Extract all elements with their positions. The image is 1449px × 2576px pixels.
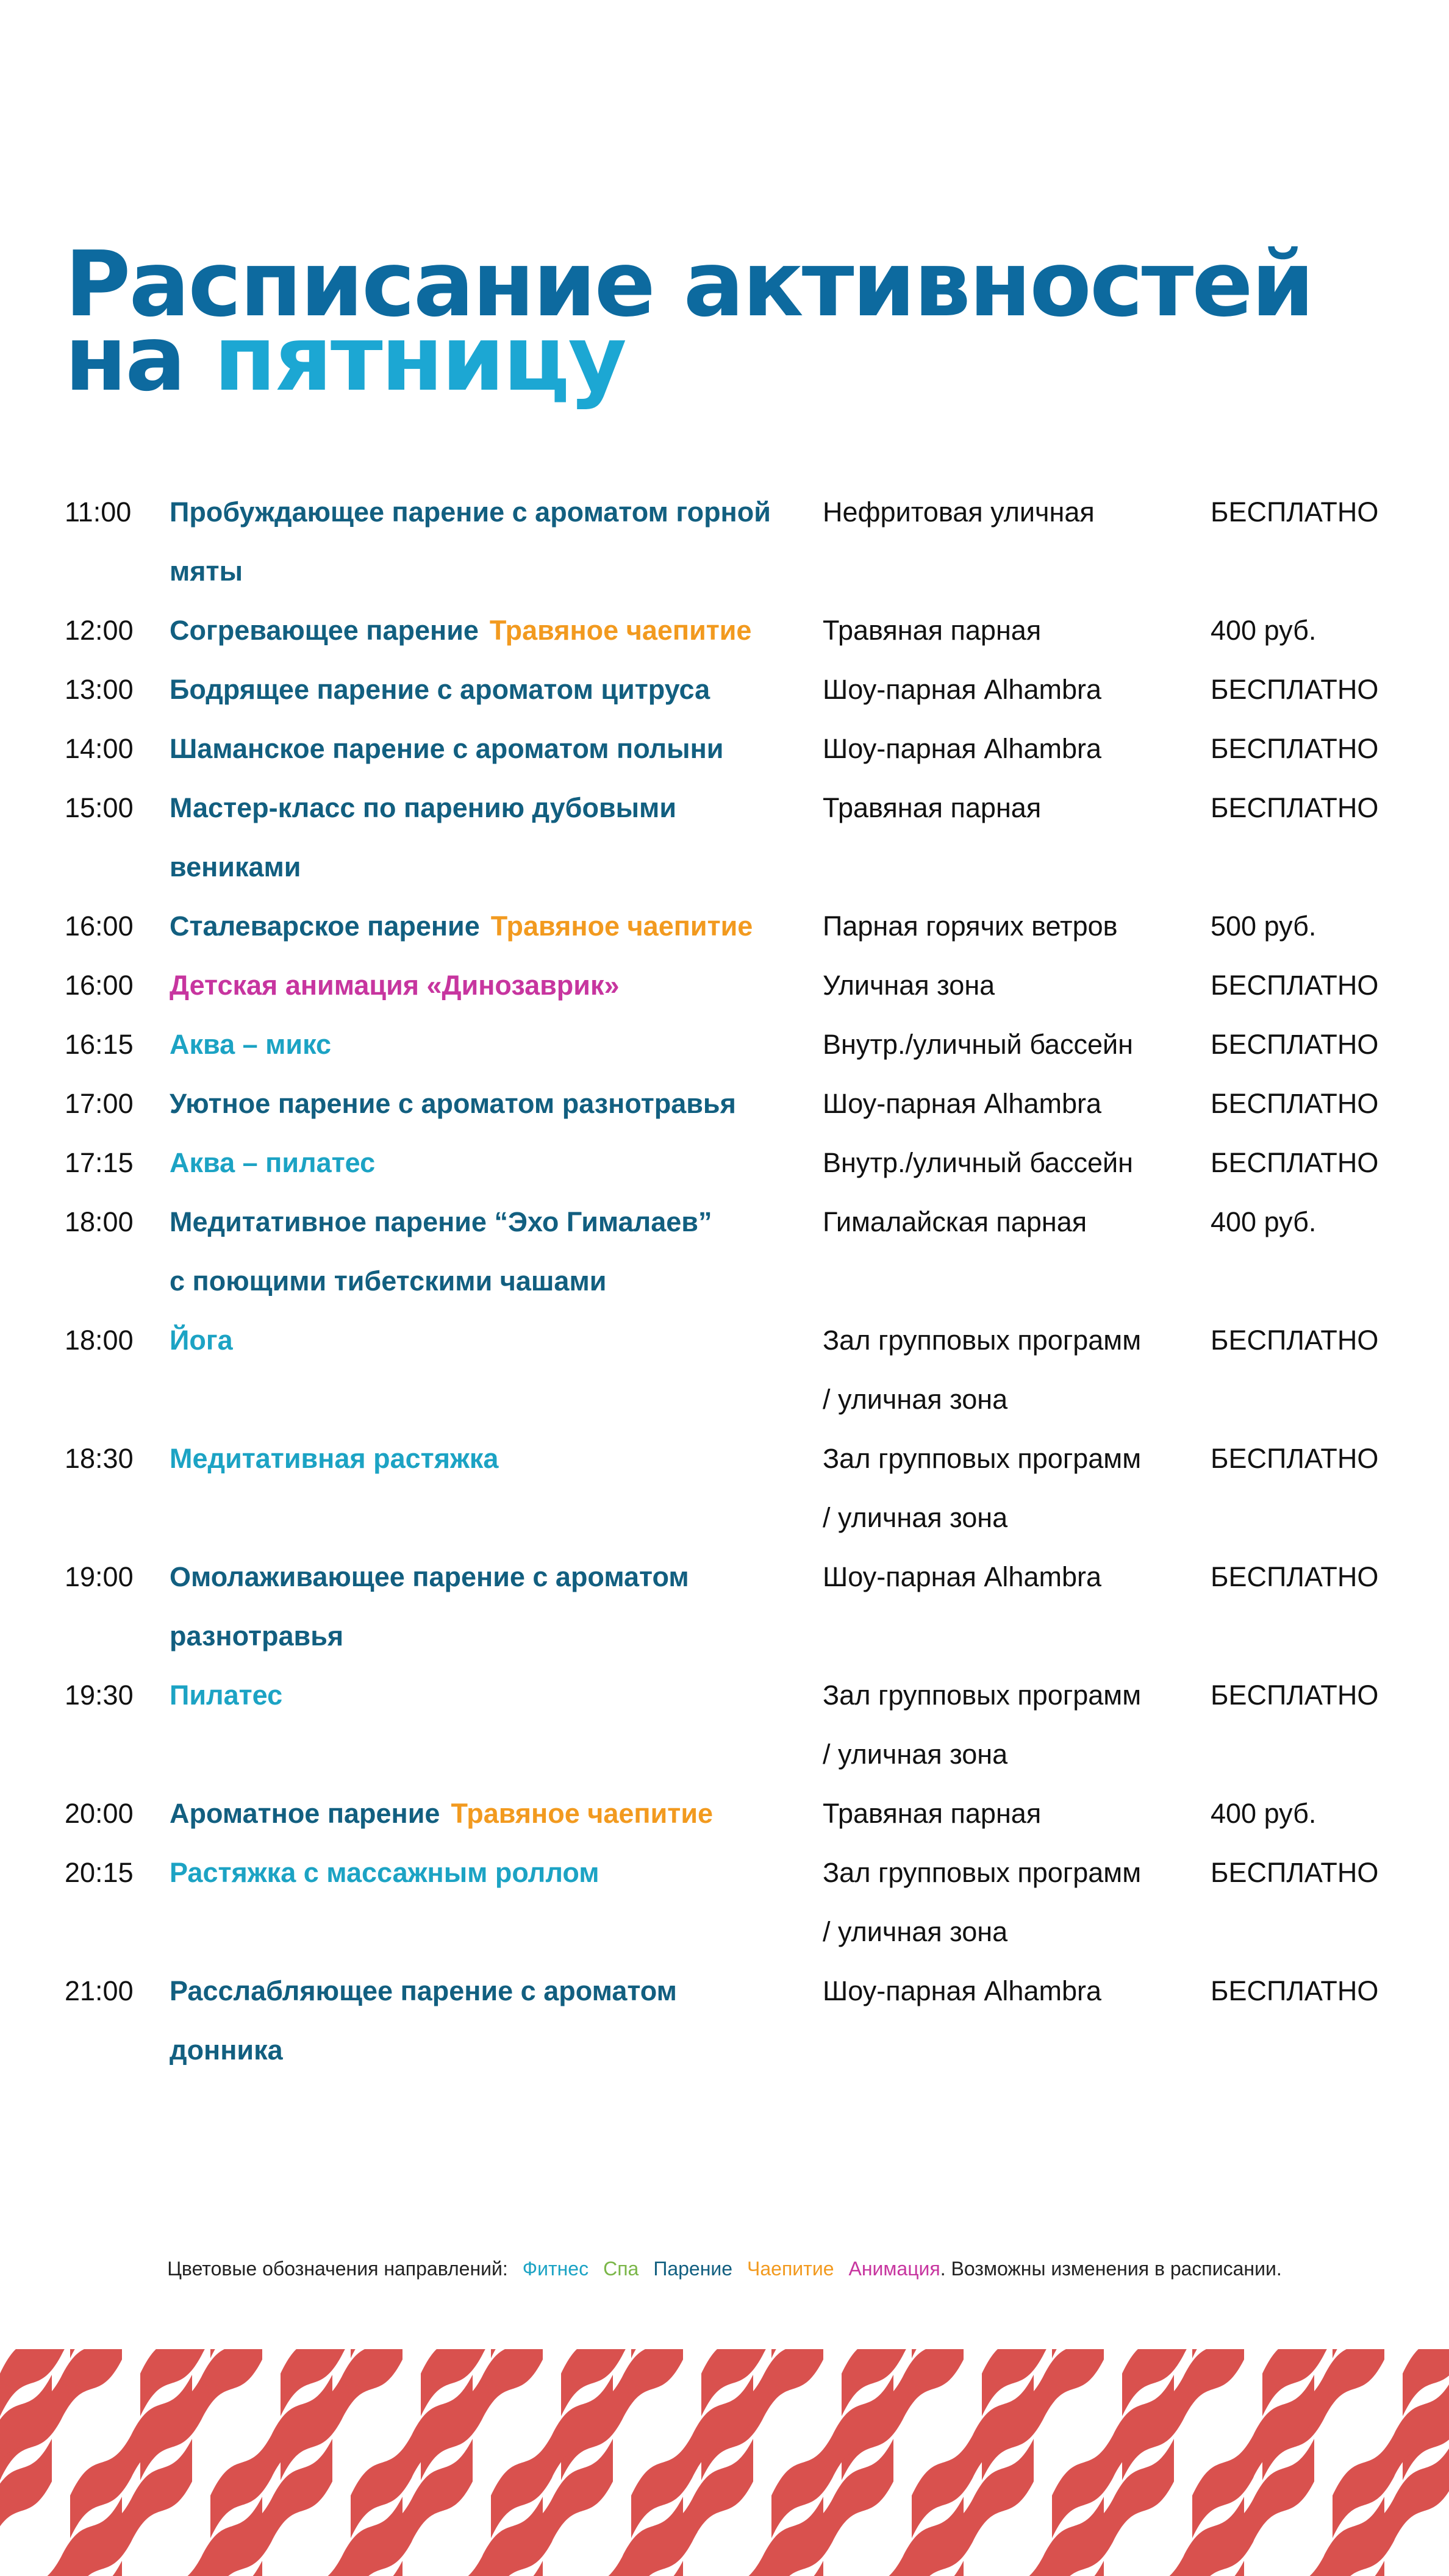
price-cell: БЕСПЛАТНО <box>1211 733 1379 764</box>
schedule-row <box>65 1133 1406 1192</box>
price-cell: БЕСПЛАТНО <box>1211 792 1379 823</box>
location-line: Внутр./уличный бассейн <box>823 1029 1133 1060</box>
time-cell: 20:15 <box>65 1857 134 1888</box>
activity-line <box>170 896 823 956</box>
activity-line <box>170 956 823 1015</box>
location-cell <box>823 660 1211 719</box>
price-cell: 400 руб. <box>1211 1798 1317 1829</box>
activity-name: Шаманское парение с ароматом полыни <box>170 733 724 764</box>
activity-name: Медитативное парение “Эхо Гималаев” <box>170 1206 712 1237</box>
location-cell <box>823 1784 1211 1843</box>
price-cell: БЕСПЛАТНО <box>1211 674 1379 705</box>
location-line: Шоу-парная Alhambra <box>823 733 1102 764</box>
activity-name: Аква – пилатес <box>170 1147 376 1178</box>
time-cell: 16:00 <box>65 970 134 1001</box>
schedule-row <box>65 1843 1406 1961</box>
title-line-2-accent: пятницу <box>213 306 625 411</box>
activity-cell <box>170 660 823 719</box>
activity-cell <box>170 482 823 601</box>
activity-name: Медитативная растяжка <box>170 1443 499 1474</box>
activity-name: Йога <box>170 1325 233 1356</box>
price-cell: БЕСПЛАТНО <box>1211 1680 1379 1711</box>
activity-cell <box>170 1843 823 1902</box>
schedule-row <box>65 956 1406 1015</box>
location-cell <box>823 896 1211 956</box>
price-cell: БЕСПЛАТНО <box>1211 1147 1379 1178</box>
title-line-2-prefix: на <box>65 306 214 411</box>
price-cell: БЕСПЛАТНО <box>1211 1029 1379 1060</box>
activity-name: Растяжка с массажным роллом <box>170 1857 599 1888</box>
time-cell: 17:15 <box>65 1147 134 1178</box>
location-cell <box>823 1311 1211 1429</box>
activity-cell <box>170 1311 823 1370</box>
location-line: Парная горячих ветров <box>823 911 1118 942</box>
location-cell <box>823 956 1211 1015</box>
activity-cell <box>170 1015 823 1074</box>
legend-item: Фитнес <box>522 2258 589 2280</box>
activity-name: Уютное парение с ароматом разнотравья <box>170 1088 736 1119</box>
time-cell: 19:30 <box>65 1680 134 1711</box>
time-cell: 12:00 <box>65 615 134 646</box>
activity-line <box>170 482 823 542</box>
location-line: Гималайская парная <box>823 1206 1087 1237</box>
location-line: Нефритовая уличная <box>823 496 1095 528</box>
time-cell: 15:00 <box>65 792 134 823</box>
activity-line <box>170 1251 823 1311</box>
location-line: Уличная зона <box>823 970 995 1001</box>
activity-line <box>170 542 823 601</box>
schedule-row <box>65 896 1406 956</box>
activity-name: мяты <box>170 556 243 587</box>
activity-line <box>170 1192 823 1251</box>
wave-pattern <box>0 2349 1449 2576</box>
location-line: / уличная зона <box>823 1916 1008 1947</box>
activity-name: Бодрящее парение с ароматом цитруса <box>170 674 710 705</box>
time-cell: 11:00 <box>65 496 132 528</box>
location-line: / уличная зона <box>823 1384 1008 1415</box>
activity-cell <box>170 1784 823 1843</box>
tea-badge: Травяное чаепитие <box>451 1798 714 1829</box>
activity-cell <box>170 1429 823 1488</box>
time-cell: 16:00 <box>65 911 134 942</box>
schedule-row <box>65 1015 1406 1074</box>
activity-line <box>170 1665 823 1725</box>
location-line: / уличная зона <box>823 1502 1008 1533</box>
schedule-row <box>65 1547 1406 1665</box>
page-title <box>65 232 1313 411</box>
location-line: / уличная зона <box>823 1739 1008 1770</box>
location-cell <box>823 1133 1211 1192</box>
location-cell <box>823 601 1211 660</box>
legend-prefix: Цветовые обозначения направлений: <box>167 2258 508 2280</box>
price-cell: БЕСПЛАТНО <box>1211 1975 1379 2006</box>
location-line: Зал групповых программ <box>823 1857 1142 1888</box>
time-cell: 21:00 <box>65 1975 134 2006</box>
schedule-row <box>65 1961 1406 2080</box>
price-cell: 500 руб. <box>1211 911 1317 942</box>
title-line-1: Расписание активностей <box>65 232 1313 337</box>
location-line: Внутр./уличный бассейн <box>823 1147 1133 1178</box>
legend-item: Парение <box>653 2258 733 2280</box>
location-line: Травяная парная <box>823 615 1042 646</box>
location-line: Травяная парная <box>823 792 1042 823</box>
price-cell: БЕСПЛАТНО <box>1211 1325 1379 1356</box>
activity-line <box>170 1961 823 2020</box>
location-line: Зал групповых программ <box>823 1325 1142 1356</box>
activity-name: с поющими тибетскими чашами <box>170 1265 607 1297</box>
location-cell <box>823 1429 1211 1547</box>
time-cell: 14:00 <box>65 733 134 764</box>
activity-cell <box>170 896 823 956</box>
activity-name: Детская анимация «Динозаврик» <box>170 970 620 1001</box>
location-cell <box>823 1843 1211 1961</box>
schedule-row <box>65 1429 1406 1547</box>
legend-item: Спа <box>603 2258 639 2280</box>
schedule-row <box>65 660 1406 719</box>
legend-item: Анимация <box>848 2258 940 2280</box>
location-line: Шоу-парная Alhambra <box>823 1561 1102 1592</box>
activity-cell <box>170 1192 823 1311</box>
activity-name: Согревающее парение <box>170 615 479 646</box>
time-cell: 17:00 <box>65 1088 134 1119</box>
activity-name: Аква – микс <box>170 1029 332 1060</box>
activity-name: разнотравья <box>170 1620 344 1651</box>
activity-cell <box>170 956 823 1015</box>
activity-line <box>170 1547 823 1606</box>
activity-cell <box>170 601 823 660</box>
schedule-row <box>65 1311 1406 1429</box>
activity-name: вениками <box>170 851 301 882</box>
price-cell: БЕСПЛАТНО <box>1211 1088 1379 1119</box>
activity-name: Ароматное парение <box>170 1798 440 1829</box>
activity-line <box>170 660 823 719</box>
time-cell: 20:00 <box>65 1798 134 1829</box>
time-cell: 18:00 <box>65 1325 134 1356</box>
activity-name: Пробуждающее парение с ароматом горной <box>170 496 771 528</box>
schedule-row <box>65 778 1406 896</box>
location-line: Травяная парная <box>823 1798 1042 1829</box>
location-line: Шоу-парная Alhambra <box>823 1975 1102 2006</box>
location-line: Зал групповых программ <box>823 1443 1142 1474</box>
price-cell: 400 руб. <box>1211 615 1317 646</box>
time-cell: 18:30 <box>65 1443 134 1474</box>
time-cell: 13:00 <box>65 674 134 705</box>
color-legend <box>0 2258 1449 2280</box>
activity-cell <box>170 1961 823 2080</box>
activity-cell <box>170 1665 823 1725</box>
activity-name: донника <box>170 2034 283 2066</box>
activity-line <box>170 837 823 896</box>
activity-line <box>170 1843 823 1902</box>
location-cell <box>823 1547 1211 1606</box>
location-cell <box>823 482 1211 542</box>
activity-line <box>170 1074 823 1133</box>
activity-cell <box>170 1133 823 1192</box>
activity-name: Мастер-класс по парению дубовыми <box>170 792 677 823</box>
activity-line <box>170 601 823 660</box>
legend-item: Чаепитие <box>747 2258 834 2280</box>
activity-line <box>170 1015 823 1074</box>
tea-badge: Травяное чаепитие <box>489 615 752 646</box>
activity-line <box>170 2020 823 2080</box>
schedule-row <box>65 719 1406 778</box>
schedule-row <box>65 1192 1406 1311</box>
location-line: Шоу-парная Alhambra <box>823 1088 1102 1119</box>
price-cell: 400 руб. <box>1211 1206 1317 1237</box>
schedule-table <box>65 482 1406 2080</box>
schedule-row <box>65 1665 1406 1784</box>
location-line: Зал групповых программ <box>823 1680 1142 1711</box>
activity-line <box>170 1784 823 1843</box>
schedule-row <box>65 1784 1406 1843</box>
activity-line <box>170 719 823 778</box>
location-cell <box>823 1192 1211 1251</box>
activity-cell <box>170 719 823 778</box>
activity-cell <box>170 778 823 896</box>
activity-name: Омолаживающее парение с ароматом <box>170 1561 689 1592</box>
location-cell <box>823 1665 1211 1784</box>
price-cell: БЕСПЛАТНО <box>1211 1857 1379 1888</box>
activity-line <box>170 1429 823 1488</box>
time-cell: 19:00 <box>65 1561 134 1592</box>
schedule-row <box>65 482 1406 601</box>
location-line: Шоу-парная Alhambra <box>823 674 1102 705</box>
activity-line <box>170 1133 823 1192</box>
activity-name: Сталеварское парение <box>170 911 480 942</box>
time-cell: 18:00 <box>65 1206 134 1237</box>
tea-badge: Травяное чаепитие <box>490 911 753 942</box>
price-cell: БЕСПЛАТНО <box>1211 970 1379 1001</box>
location-cell <box>823 719 1211 778</box>
activity-line <box>170 1311 823 1370</box>
activity-line <box>170 778 823 837</box>
activity-cell <box>170 1547 823 1665</box>
activity-name: Пилатес <box>170 1680 283 1711</box>
price-cell: БЕСПЛАТНО <box>1211 1443 1379 1474</box>
location-cell <box>823 1074 1211 1133</box>
schedule-row <box>65 601 1406 660</box>
legend-suffix: . Возможны изменения в расписании. <box>940 2258 1282 2280</box>
price-cell: БЕСПЛАТНО <box>1211 1561 1379 1592</box>
activity-cell <box>170 1074 823 1133</box>
schedule-row <box>65 1074 1406 1133</box>
activity-line <box>170 1606 823 1665</box>
location-cell <box>823 1015 1211 1074</box>
location-cell <box>823 1961 1211 2020</box>
activity-name: Расслабляющее парение с ароматом <box>170 1975 677 2006</box>
location-cell <box>823 778 1211 837</box>
time-cell: 16:15 <box>65 1029 134 1060</box>
price-cell: БЕСПЛАТНО <box>1211 496 1379 528</box>
